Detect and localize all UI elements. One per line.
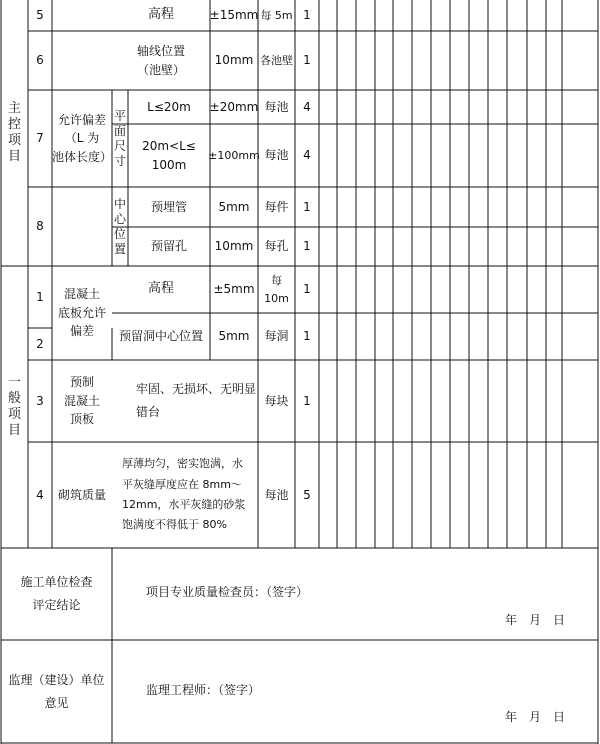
row-7-number: 7 [36,131,44,146]
center-position-label: 中 心 位 置 [113,196,126,256]
general-row-1-frequency: 每 10m [264,274,289,305]
general-row-2-label: 预留洞中心位置 [118,329,203,344]
row-5-tolerance: ±15mm [209,8,259,23]
row-8b-tolerance: 10mm [214,239,254,254]
row-8b-label: 预留孔 [150,239,187,254]
general-row-3-count: 1 [303,393,311,408]
general-row-2-frequency: 每洞 [264,329,289,344]
general-row-4-count: 5 [303,487,311,502]
row-7b-frequency: 每池 [264,148,289,163]
general-row-1-count: 1 [303,282,311,297]
general-row-2-number: 2 [36,336,44,351]
general-row-3-number: 3 [36,393,44,408]
row-8a-tolerance: 5mm [218,199,250,214]
row-6-tolerance: 10mm [214,53,254,68]
general-row-1-number: 1 [36,289,44,304]
row-8b-count: 1 [303,239,311,254]
supervision-unit-opinion-label: 监理（建设）单位 意见 [8,672,105,710]
general-row-3-requirement: 牢固、无损坏、无明显 错台 [136,382,257,419]
general-row-1-label: 高程 [147,281,174,297]
general-row-3-frequency: 每块 [264,393,289,408]
quality-inspector-signature-field[interactable]: 项目专业质量检查员：（签字） [146,584,309,599]
row-5-count: 1 [303,8,311,23]
supervision-date-field[interactable]: 年 月 日 [504,709,565,724]
row-7a-frequency: 每池 [264,99,289,114]
row-7b-label: 20m<L≤ 100m [142,138,196,172]
row-5-label: 高程 [147,7,174,23]
row-6-frequency: 各池壁 [260,53,293,67]
row-8a-label: 预埋管 [150,199,187,214]
concrete-floor-deviation-label: 混凝土 底板允许 偏差 [57,287,106,339]
allowable-deviation-label: 允许偏差 （L 为 池体长度） [52,112,113,164]
general-row-4-frequency: 每池 [264,487,289,502]
general-row-4-requirement: 厚薄均匀，密实饱满，水 平灰缝厚度应在 8mm～ 12mm，水平灰缝的砂浆 饱满度不得低于 80% [122,457,246,532]
row-7b-tolerance: ±100mm [208,148,260,162]
row-8a-frequency: 每件 [264,199,289,214]
row-5-frequency: 每 5m [260,8,293,22]
row-8a-count: 1 [303,199,311,214]
general-row-2-count: 1 [303,329,311,344]
general-group-label: 一 般 项 目 [7,374,21,439]
general-row-4-number: 4 [36,487,44,502]
plane-size-label: 平 面 尺 寸 [113,108,126,168]
row-7a-label: L≤20m [147,99,191,114]
general-row-2-tolerance: 5mm [218,329,250,344]
construction-unit-conclusion-label: 施工单位检查 评定结论 [20,575,93,612]
row-8-number: 8 [36,219,44,234]
row-7b-count: 4 [303,148,311,163]
row-6-count: 1 [303,53,311,68]
row-5-number: 5 [36,8,44,23]
main-control-group-label: 主 控 项 目 [7,100,21,165]
supervision-engineer-signature-field[interactable]: 监理工程师：（签字） [146,682,261,697]
row-7a-tolerance: ±20mm [209,99,259,114]
row-7a-count: 4 [303,99,311,114]
row-6-label: 轴线位置 （池壁） [136,43,185,77]
general-row-3-item: 预制 混凝土 顶板 [63,375,100,427]
general-row-1-tolerance: ±5mm [213,282,255,297]
row-6-number: 6 [36,53,44,68]
row-8b-frequency: 每孔 [264,239,289,254]
general-row-4-item: 砌筑质量 [57,487,106,502]
construction-date-field[interactable]: 年 月 日 [504,612,565,627]
